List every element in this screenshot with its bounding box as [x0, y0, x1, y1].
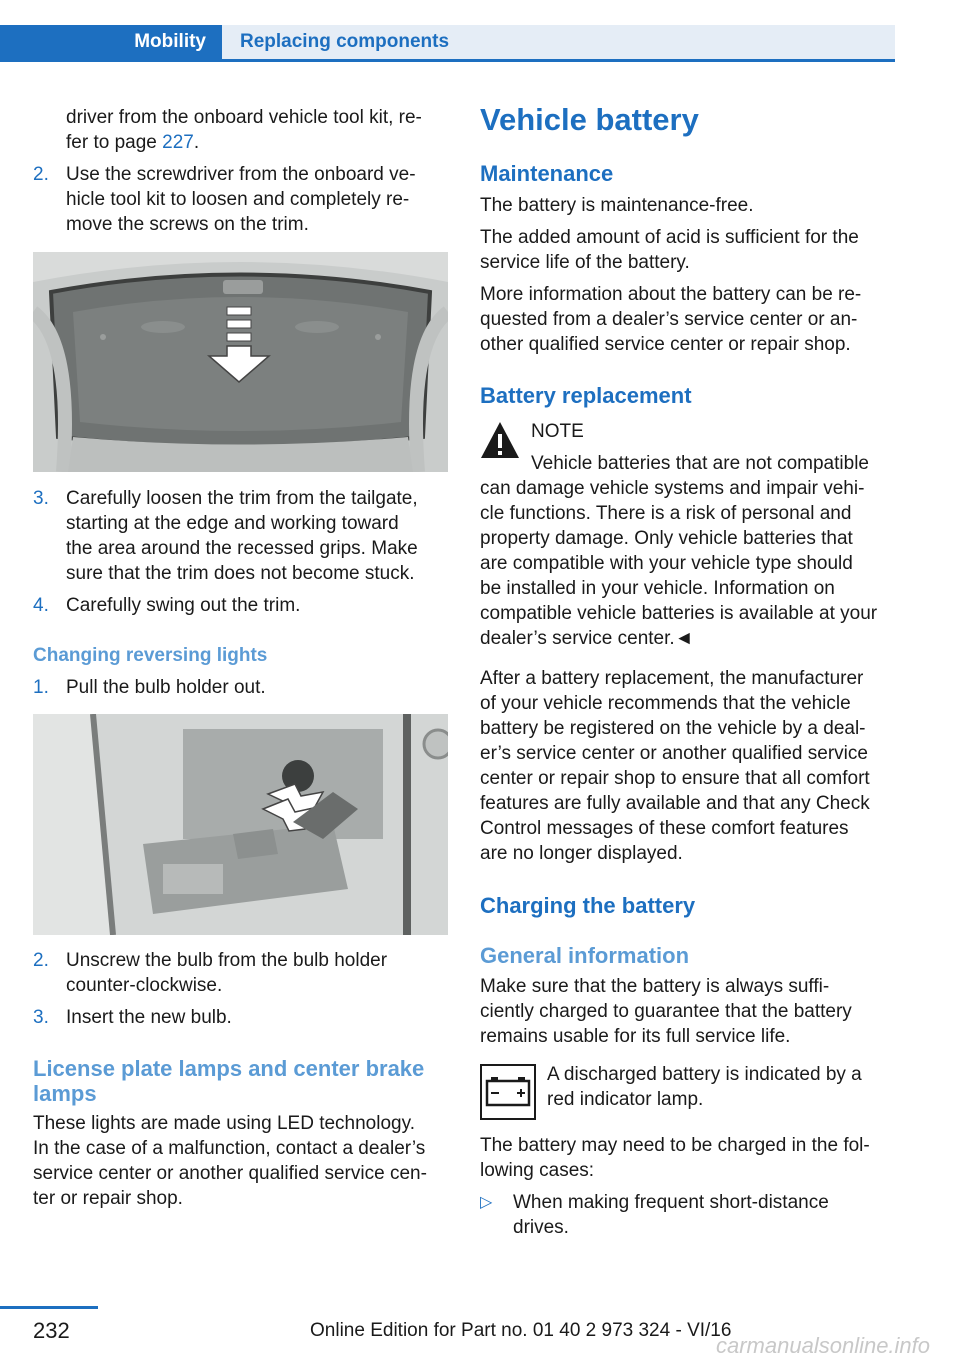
license-text-line2: In the case of a malfunction, contact a dealer’s [33, 1138, 426, 1159]
item1-period: . [193, 132, 200, 153]
item3-line4: sure that the trim does not become stuck. [66, 563, 415, 584]
charge-cases-line2: lowing cases: [480, 1160, 595, 1181]
page-link[interactable]: 227 [162, 132, 194, 153]
section-tab: Mobility [0, 25, 222, 59]
tailgate-trim-image [33, 252, 448, 472]
after-repl-line8: are no longer displayed. [480, 843, 683, 864]
item2-number: 2. [33, 164, 49, 185]
general-info-heading: General information [480, 943, 690, 968]
rev2-line2: counter-clockwise. [66, 975, 223, 996]
general-line1: Make sure that the battery is always suffi- [480, 976, 830, 997]
page-header [0, 25, 895, 62]
maint-p2-line2: service life of the battery. [480, 252, 690, 273]
maint-p3-line3: other qualified service center or repair shop. [480, 334, 851, 355]
watermark: carmanualsonline.info [716, 1333, 931, 1358]
bullet1-line2: drives. [513, 1217, 569, 1238]
note-line3: cle functions. There is a risk of personal and [480, 503, 852, 524]
maint-p2-line1: The added amount of acid is sufficient for the [480, 227, 859, 248]
after-repl-line3: battery be registered on the vehicle by a deal- [480, 718, 866, 739]
note-label: NOTE [531, 421, 584, 442]
license-heading-line2: lamps [33, 1081, 97, 1106]
indicator-line2: red indicator lamp. [547, 1089, 704, 1110]
maint-p3-line2: quested from a dealer’s service center or an- [480, 309, 858, 330]
warning-icon [480, 420, 520, 460]
rev1-number: 1. [33, 677, 49, 698]
header-rule [0, 59, 895, 62]
rev2-number: 2. [33, 950, 49, 971]
after-repl-line1: After a battery replacement, the manufacturer [480, 668, 864, 689]
license-text-line1: These lights are made using LED technology. [33, 1113, 415, 1134]
note-line4: property damage. Only vehicle batteries that [480, 528, 853, 549]
item3-line3: the area around the recessed grips. Make [66, 538, 418, 559]
item2-line1: Use the screwdriver from the onboard ve- [66, 164, 416, 185]
license-text-line4: ter or repair shop. [33, 1188, 183, 1209]
note-line2: can damage vehicle systems and impair vehi- [480, 478, 865, 499]
online-edition: Online Edition for Part no. 01 40 2 973 324 - VI/16 [310, 1320, 732, 1341]
after-repl-line6: features are fully available and that any Check [480, 793, 870, 814]
item3-number: 3. [33, 488, 49, 509]
general-line3: remains usable for its full service life. [480, 1026, 791, 1047]
note-line8: dealer’s service center.◄ [480, 628, 694, 649]
license-heading-line1: License plate lamps and center brake [33, 1056, 425, 1081]
note-line7: compatible vehicle batteries is available at your [480, 603, 878, 624]
note-line6: be installed in your vehicle. Information on [480, 578, 835, 599]
item3-line1: Carefully loosen the trim from the tailgate, [66, 488, 418, 509]
bullet-marker: ▷ [480, 1194, 493, 1211]
reversing-lights-heading: Changing reversing lights [33, 645, 268, 666]
item1-line2-text: fer to page [66, 132, 163, 153]
item1-line2 [66, 130, 199, 155]
general-line2: ciently charged to guarantee that the battery [480, 1001, 852, 1022]
after-repl-line4: er’s service center or another qualified service [480, 743, 868, 764]
rev3-line1: Insert the new bulb. [66, 1007, 232, 1028]
bulb-holder-image [33, 714, 448, 935]
rev1-line1: Pull the bulb holder out. [66, 677, 266, 698]
indicator-line1: A discharged battery is indicated by a [547, 1064, 862, 1085]
item1-line1: driver from the onboard vehicle tool kit, re- [66, 107, 422, 128]
charging-heading: Charging the battery [480, 893, 696, 918]
item2-line3: move the screws on the trim. [66, 214, 309, 235]
item2-line2: hicle tool kit to loosen and completely re- [66, 189, 410, 210]
maintenance-heading: Maintenance [480, 161, 614, 186]
license-text-line3: service center or another qualified service cen- [33, 1163, 427, 1184]
after-repl-line5: center or repair shop to ensure that all comfort [480, 768, 870, 789]
charge-cases-line1: The battery may need to be charged in the fol- [480, 1135, 870, 1156]
item4-number: 4. [33, 595, 49, 616]
battery-replacement-heading: Battery replacement [480, 383, 692, 408]
item3-line2: starting at the edge and working toward [66, 513, 399, 534]
rev2-line1: Unscrew the bulb from the bulb holder [66, 950, 388, 971]
page-number: 232 [33, 1318, 70, 1343]
footer-rule [0, 1306, 98, 1309]
item4-line1: Carefully swing out the trim. [66, 595, 301, 616]
battery-indicator-icon [480, 1064, 536, 1120]
after-repl-line7: Control messages of these comfort features [480, 818, 849, 839]
maint-p3-line1: More information about the battery can be re- [480, 284, 862, 305]
after-repl-line2: of your vehicle recommends that the vehicle [480, 693, 851, 714]
bullet1-line1: When making frequent short-distance [513, 1192, 829, 1213]
note-line1: Vehicle batteries that are not compatible [531, 453, 869, 474]
maint-p1: The battery is maintenance-free. [480, 195, 754, 216]
subsection-tab: Replacing components [222, 25, 895, 59]
vehicle-battery-title: Vehicle battery [480, 102, 699, 137]
rev3-number: 3. [33, 1007, 49, 1028]
note-line5: are compatible with your vehicle type should [480, 553, 853, 574]
